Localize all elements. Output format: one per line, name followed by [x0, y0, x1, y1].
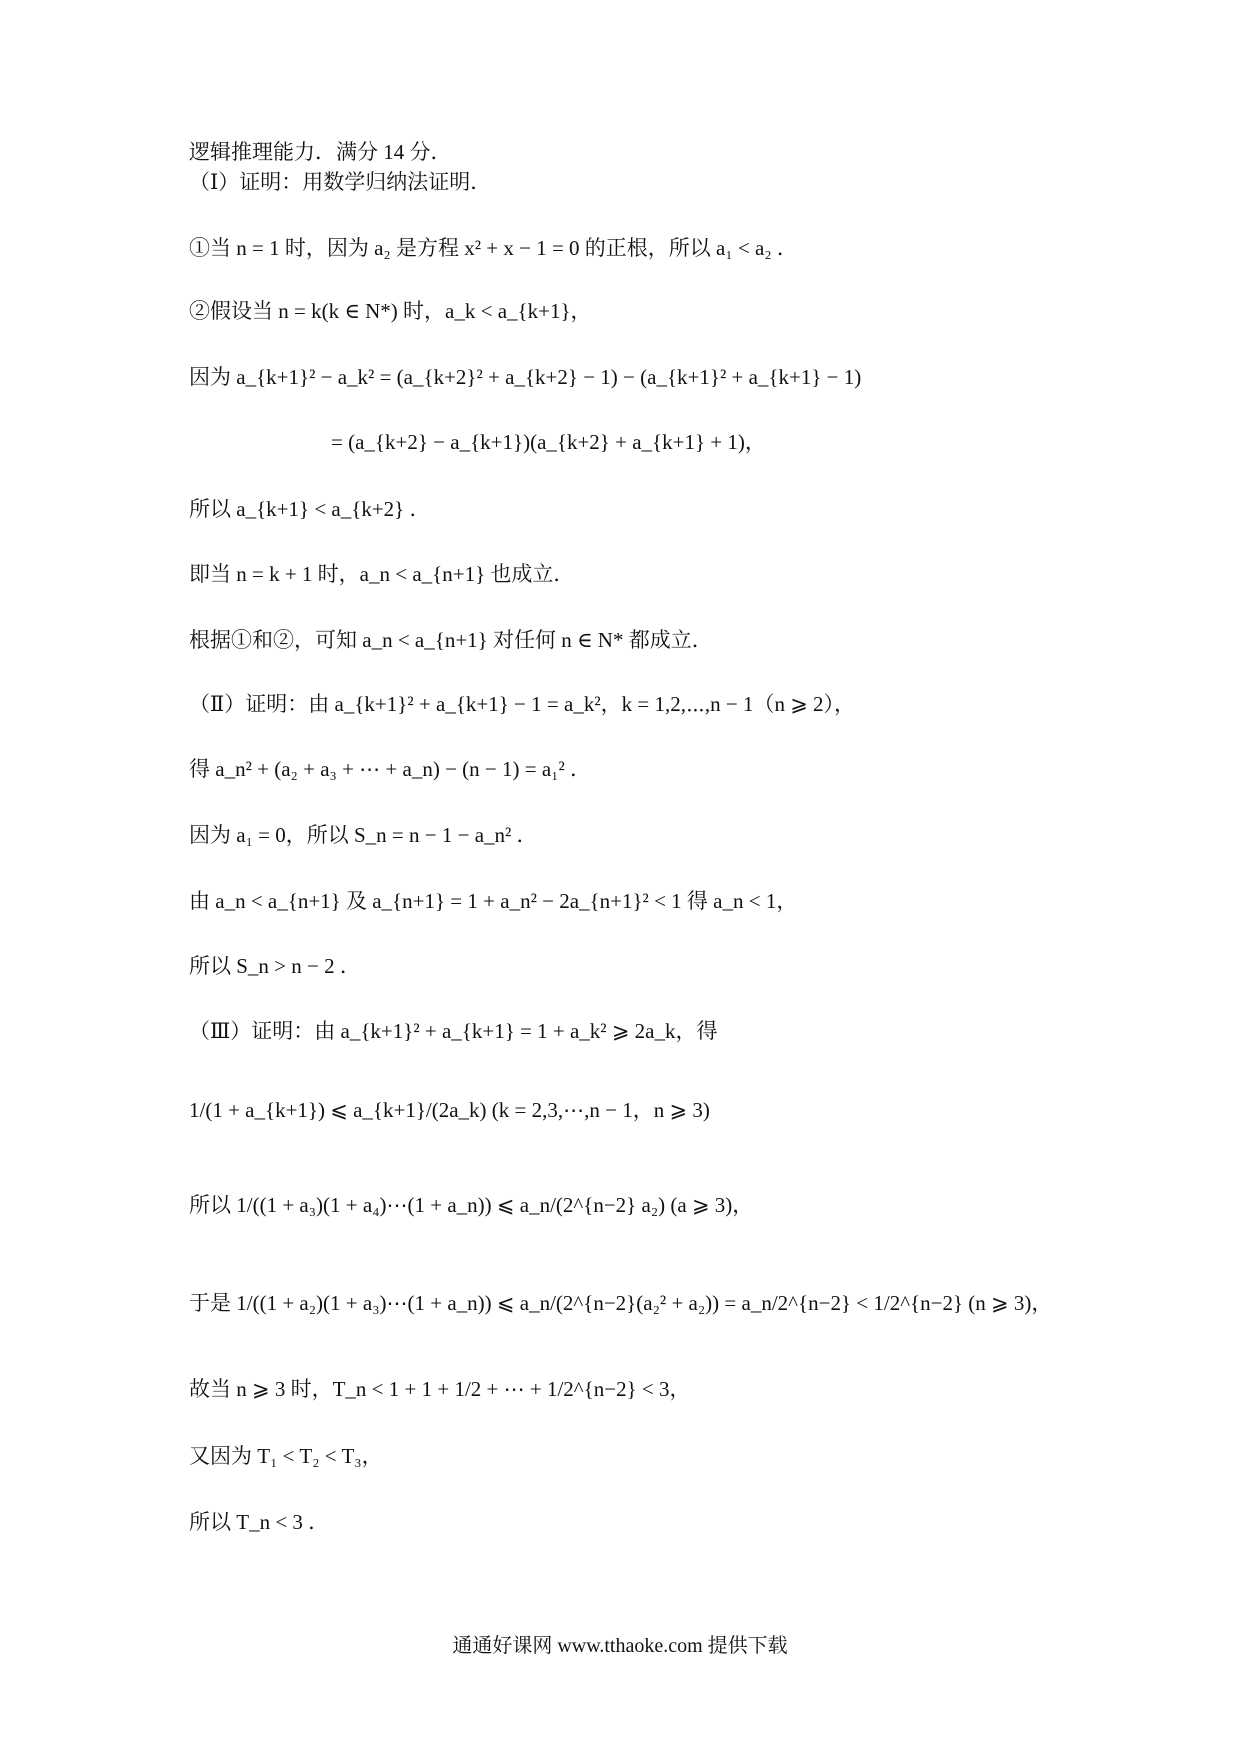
text-line-14: 所以 S_n > n − 2 ．: [189, 954, 361, 978]
text-line-8: 即当 n = k + 1 时，a_n < a_{n+1} 也成立．: [189, 562, 575, 586]
text-line-20: 又因为 T₁ < T₂ < T₃，: [189, 1444, 383, 1468]
text-line-4: ②假设当 n = k(k ∈ N*) 时，a_k < a_{k+1}，: [189, 299, 592, 323]
footer-download-note: 通通好课网 www.tthaoke.com 提供下载: [452, 1635, 788, 1657]
text-line-13: 由 a_n < a_{n+1} 及 a_{n+1} = 1 + a_n² − 2a_{n+1}² < 1 得 a_n < 1，: [189, 889, 798, 913]
text-line-10: （Ⅱ）证明：由 a_{k+1}² + a_{k+1} − 1 = a_k²，k = 1,2,⋯,n − 1（n ⩾ 2），: [189, 692, 856, 716]
text-line-3: ①当 n = 1 时，因为 a₂ 是方程 x² + x − 1 = 0 的正根，所以 a₁ < a₂ ．: [189, 236, 798, 260]
text-line-7: 所以 a_{k+1} < a_{k+2} ．: [189, 497, 431, 521]
text-line-21: 所以 T_n < 3 ．: [189, 1510, 330, 1534]
text-line-9: 根据①和②，可知 a_n < a_{n+1} 对任何 n ∈ N* 都成立．: [189, 628, 713, 652]
text-line-6: = (a_{k+2} − a_{k+1})(a_{k+2} + a_{k+1} + 1)，: [331, 430, 766, 454]
text-line-17: 所以 1/((1 + a₃)(1 + a₄)⋯(1 + a_n)) ⩽ a_n/(2^{n−2} a₂) (a ⩾ 3)，: [189, 1193, 754, 1217]
text-line-16: 1/(1 + a_{k+1}) ⩽ a_{k+1}/(2a_k) (k = 2,3,⋯,n − 1，n ⩾ 3): [189, 1098, 710, 1122]
text-line-15: （Ⅲ）证明：由 a_{k+1}² + a_{k+1} = 1 + a_k² ⩾ 2a_k，得: [189, 1019, 718, 1043]
text-line-11: 得 a_n² + (a₂ + a₃ + ⋯ + a_n) − (n − 1) = a₁² ．: [189, 757, 592, 781]
text-line-1: 逻辑推理能力．满分 14 分．: [189, 140, 452, 164]
text-line-18: 于是 1/((1 + a₂)(1 + a₃)⋯(1 + a_n)) ⩽ a_n/(2^{n−2}(a₂² + a₂)) = a_n/2^{n−2} < 1/2^{n−2} (n ⩾ 3)，: [189, 1291, 1053, 1315]
text-line-19: 故当 n ⩾ 3 时，T_n < 1 + 1 + 1/2 + ⋯ + 1/2^{n−2} < 3，: [189, 1377, 691, 1401]
text-line-12: 因为 a₁ = 0，所以 S_n = n − 1 − a_n² ．: [189, 823, 538, 847]
text-line-5: 因为 a_{k+1}² − a_k² = (a_{k+2}² + a_{k+2} − 1) − (a_{k+1}² + a_{k+1} − 1): [189, 365, 862, 389]
text-line-2: （Ⅰ）证明：用数学归纳法证明．: [189, 170, 492, 194]
